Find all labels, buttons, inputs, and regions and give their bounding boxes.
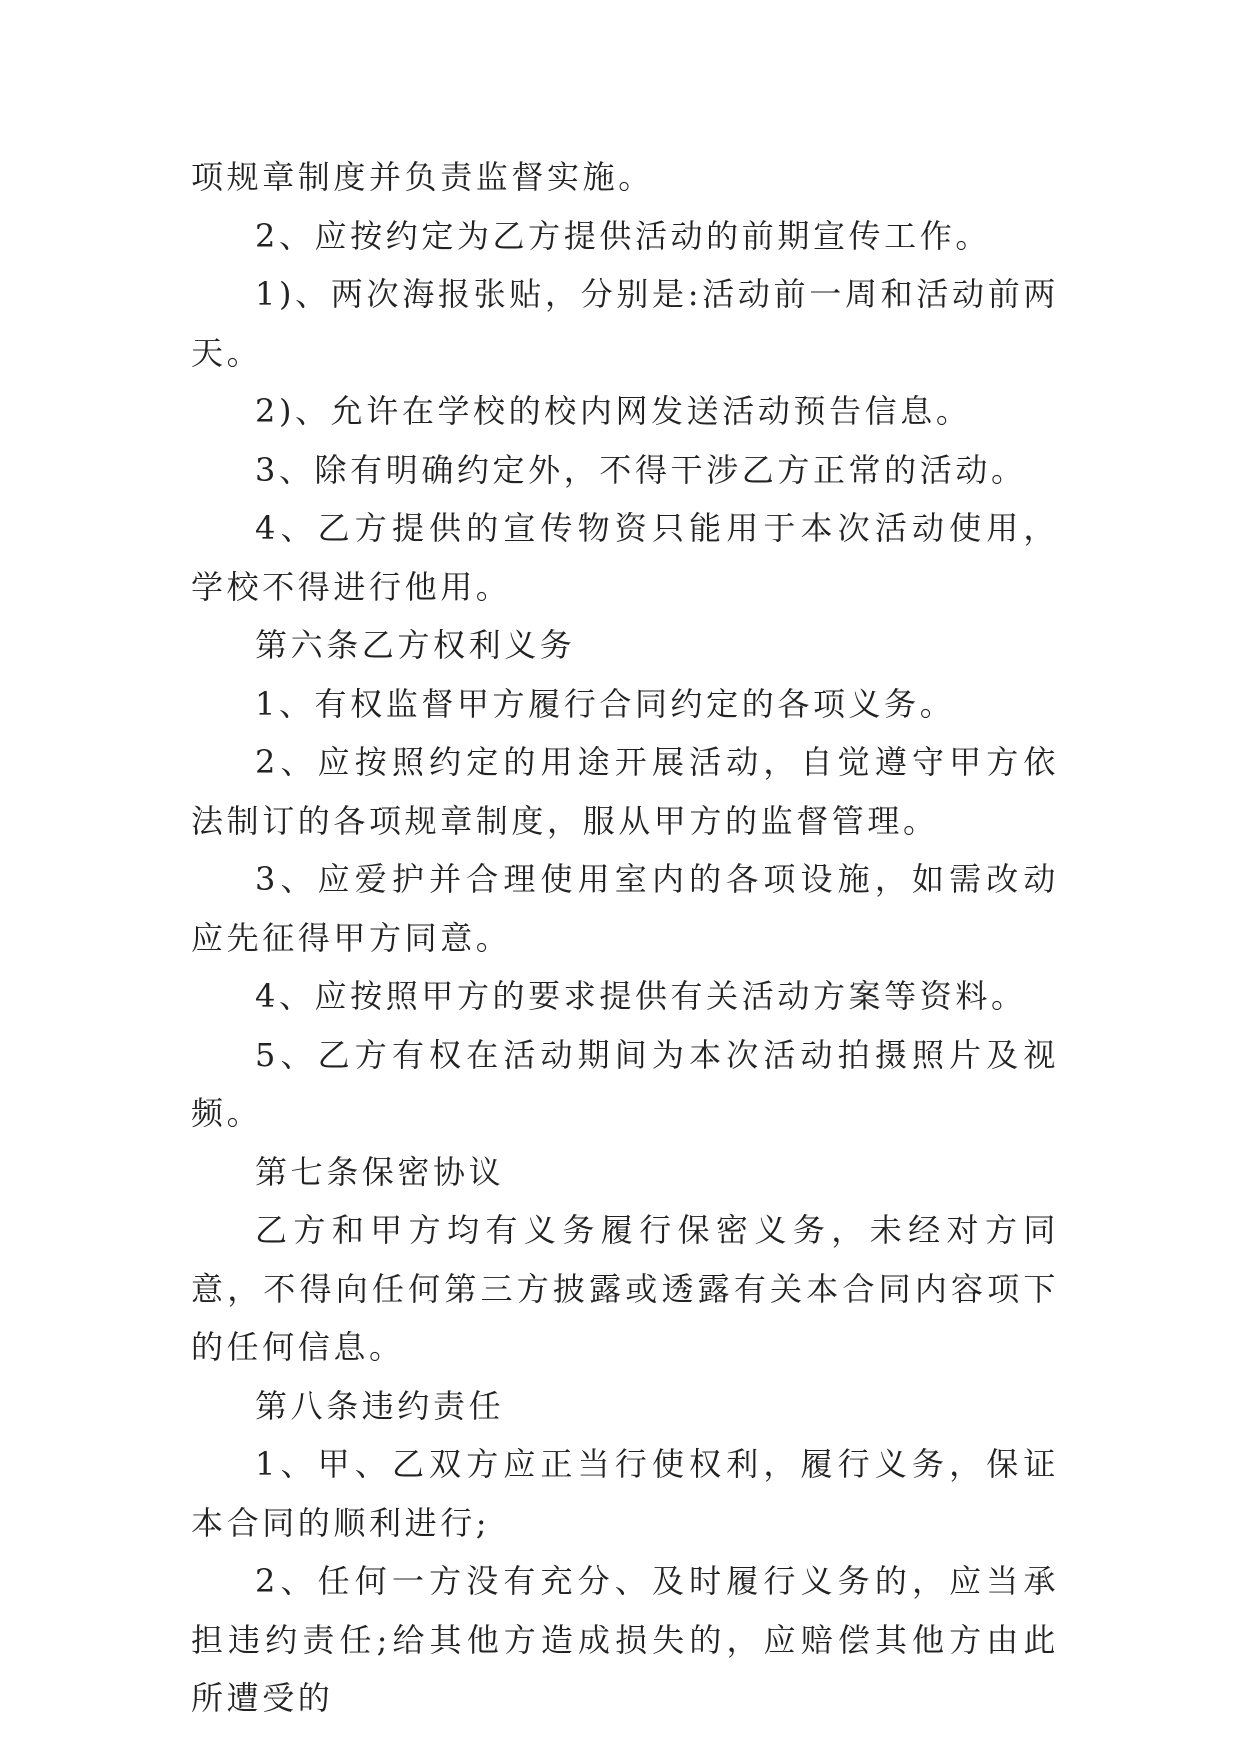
document-body xyxy=(191,148,1059,1728)
paragraph-article-6-item-1: 1、有权监督甲方履行合同约定的各项义务。 xyxy=(255,684,956,723)
paragraph-article-6-item-3: 3、应爱护并合理使用室内的各项设施，如需改动应先征得甲方同意。 xyxy=(191,860,1059,957)
paragraph-item-2: 2、应按约定为乙方提供活动的前期宣传工作。 xyxy=(255,216,991,255)
section-heading-article-6: 第六条乙方权利义务 xyxy=(255,626,576,664)
paragraph-item-4: 4、乙方提供的宣传物资只能用于本次活动使用，学校不得进行他用。 xyxy=(191,509,1059,606)
paragraph-article-6-item-5: 5、乙方有权在活动期间为本次活动拍摄照片及视频。 xyxy=(191,1035,1059,1132)
paragraph-article-8-item-1: 1、甲、乙双方应正当行使权利，履行义务，保证本合同的顺利进行; xyxy=(191,1445,1059,1542)
paragraph-article-6-item-4: 4、应按照甲方的要求提供有关活动方案等资料。 xyxy=(255,977,1027,1015)
paragraph-article-7-body: 乙方和甲方均有义务履行保密义务，未经对方同意，不得向任何第三方披露或透露有关本合同内容项下的任何信息。 xyxy=(191,1211,1059,1366)
paragraph-subitem-1: 1)、两次海报张贴，分别是:活动前一周和活动前两天。 xyxy=(191,275,1059,372)
section-heading-article-7: 第七条保密协议 xyxy=(255,1152,505,1191)
section-heading-article-8: 第八条违约责任 xyxy=(255,1386,505,1425)
paragraph-subitem-2: 2)、允许在学校的校内网发送活动预告信息。 xyxy=(255,392,972,430)
paragraph-article-6-item-2: 2、应按照约定的用途开展活动，自觉遵守甲方依法制订的各项规章制度，服从甲方的监督管理。 xyxy=(191,743,1059,840)
paragraph-article-8-item-2: 2、任何一方没有充分、及时履行义务的，应当承担违约责任;给其他方造成损失的，应赔偿其他方由此所遭受的 xyxy=(191,1562,1059,1717)
paragraph-continuation: 项规章制度并负责监督实施。 xyxy=(191,158,654,196)
paragraph-item-3: 3、除有明确约定外，不得干涉乙方正常的活动。 xyxy=(255,450,1027,489)
